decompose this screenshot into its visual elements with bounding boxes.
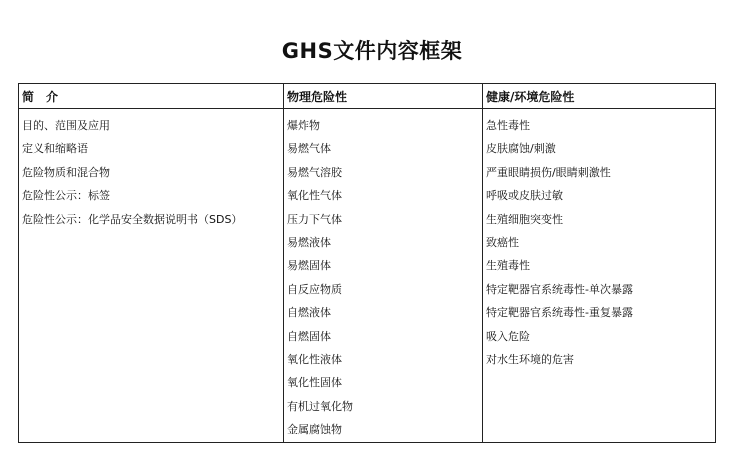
list-item: 有机过氧化物 <box>287 399 353 413</box>
document-title: GHS文件内容框架 <box>281 39 463 63</box>
list-item: 氧化性液体 <box>287 353 342 367</box>
list-item: 自燃固体 <box>287 329 331 343</box>
list-item: 易燃液体 <box>287 236 331 250</box>
list-item: 易燃气体 <box>287 142 331 156</box>
list-item: 特定靶器官系统毒性-单次暴露 <box>486 282 633 296</box>
list-item: 氧化性固体 <box>287 376 342 390</box>
table-header-row <box>19 84 716 109</box>
list-item: 生殖细胞突变性 <box>486 212 563 226</box>
list-item: 对水生环境的危害 <box>486 353 574 367</box>
list-item: 呼吸或皮肤过敏 <box>486 189 563 203</box>
list-item: 危险性公示：化学品安全数据说明书（SDS） <box>22 212 243 226</box>
list-item: 金属腐蚀物 <box>287 423 342 437</box>
list-item: 特定靶器官系统毒性-重复暴露 <box>486 306 633 320</box>
list-item: 急性毒性 <box>486 119 530 132</box>
list-item: 自反应物质 <box>287 282 342 296</box>
list-item: 爆炸物 <box>287 119 320 132</box>
list-item: 易燃气溶胶 <box>287 165 342 179</box>
list-item: 吸入危险 <box>486 329 530 343</box>
list-item: 致癌性 <box>486 236 519 250</box>
health-environment-hazards-cell <box>483 109 716 443</box>
list-item: 严重眼睛损伤/眼睛刺激性 <box>486 165 611 179</box>
column-header-introduction: 简 介 <box>19 84 284 109</box>
list-item: 皮肤腐蚀/刺激 <box>486 142 556 156</box>
column-header-physical-hazards: 物理危险性 <box>284 84 483 109</box>
list-item: 氧化性气体 <box>287 189 342 203</box>
list-item: 生殖毒性 <box>486 259 530 273</box>
list-item: 危险性公示：标签 <box>22 189 110 203</box>
list-item: 自燃液体 <box>287 306 331 320</box>
physical-hazards-cell <box>284 109 483 443</box>
list-item: 压力下气体 <box>287 212 342 226</box>
table-body-row <box>19 109 716 443</box>
column-header-health-environment-hazards: 健康/环境危险性 <box>483 84 716 109</box>
introduction-cell <box>19 109 284 443</box>
list-item: 危险物质和混合物 <box>22 165 110 179</box>
list-item: 定义和缩略语 <box>22 142 88 156</box>
list-item: 易燃固体 <box>287 259 331 273</box>
list-item: 目的、范围及应用 <box>22 119 110 132</box>
ghs-content-table <box>18 83 716 443</box>
